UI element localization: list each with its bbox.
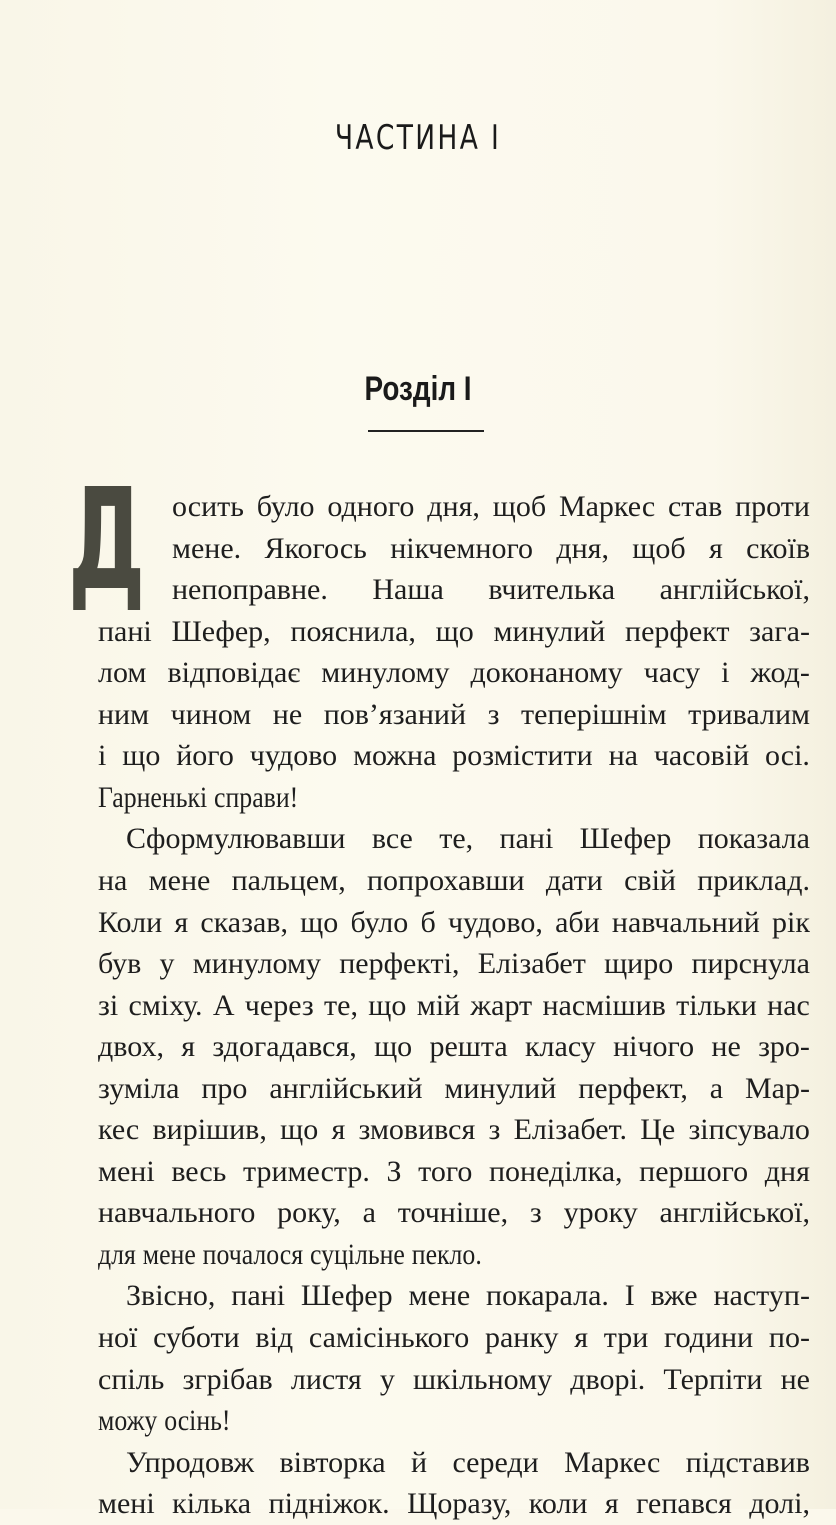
text-line: навчального року, а точніше, з уроку англійської, xyxy=(98,1196,810,1230)
text-line: осить було одного дня, щоб Маркес став проти xyxy=(172,490,810,523)
text-line: мені кілька підніжок. Щоразу, коли я гепався долі, xyxy=(98,1487,810,1521)
text-line: для мене почалося суцільне пекло. xyxy=(98,1237,482,1271)
text-line: пані Шефер, пояснила, що минулий перфект зага- xyxy=(98,614,810,648)
text-line: лом відповідає минулому доконаному часу і жод- xyxy=(98,656,810,690)
part-title: ЧАСТИНА I xyxy=(334,118,502,158)
text-line: ної суботи від самісінького ранку я три години по- xyxy=(98,1321,810,1354)
text-line: можу осінь! xyxy=(98,1404,231,1438)
text-line: двох, я здогадався, що решта класу нічого не зро- xyxy=(98,1030,810,1064)
text-line: Упродовж вівторка й середи Маркес підставив xyxy=(126,1445,810,1479)
text-line: зі сміху. А через те, що мій жарт насмішив тільки нас xyxy=(98,988,810,1022)
text-line: Сформулювавши все те, пані Шефер показала xyxy=(126,822,810,856)
text-line: мені весь триместр. З того понеділка, першого дня xyxy=(98,1154,810,1188)
text-line: був у минулому перфекті, Елізабет щиро пирснула xyxy=(98,947,810,981)
text-line: непоправне. Наша вчителька англійської, xyxy=(172,573,810,607)
text-line: спіль згрібав листя у шкільному дворі. Терпіти не xyxy=(98,1362,810,1396)
chapter-title: Розділ I xyxy=(364,370,472,408)
text-line: мене. Якогось нікчемного дня, щоб я скоїв xyxy=(172,531,810,565)
text-line: на мене пальцем, попрохавши дати свій приклад. xyxy=(98,863,810,897)
text-line: Гарненькі справи! xyxy=(98,780,299,814)
text-line: і що його чудово можна розмістити на часовій осі. xyxy=(98,739,810,773)
text-line: Звісно, пані Шефер мене покарала. І вже наступ- xyxy=(126,1279,810,1313)
text-line: ним чином не пов’язаний з теперішнім тривалим xyxy=(98,697,810,731)
text-line: кес вирішив, що я змовився з Елізабет. Це зіпсувало xyxy=(98,1113,810,1147)
chapter-divider xyxy=(368,430,484,432)
drop-cap: Д xyxy=(68,459,146,622)
text-line: Коли я сказав, що було б чудово, аби навчальний рік xyxy=(98,905,810,939)
text-line: зуміла про англійський минулий перфект, а Мар- xyxy=(98,1071,810,1105)
